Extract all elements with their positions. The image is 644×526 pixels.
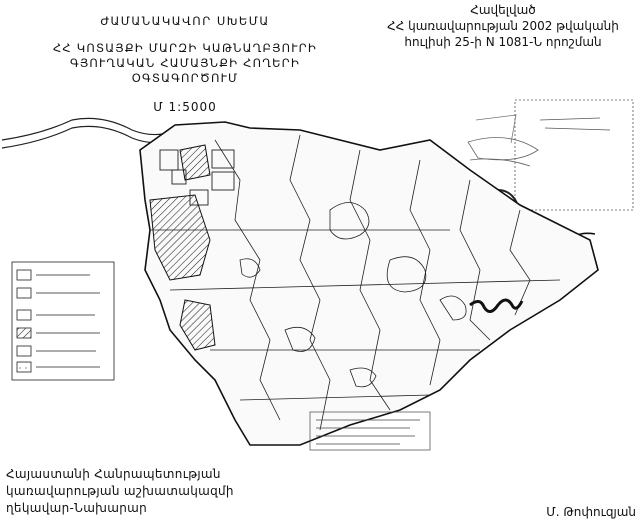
signatory-name: Մ. Թոփուզյան (546, 505, 636, 519)
map-title: ԺԱՄԱՆԱԿԱՎՈՐ ՍԽԵՄԱ (100, 14, 270, 28)
map-subtitle-line-2: ԳՅՈՒՂԱԿԱՆ ՀԱՄԱՅՆՔԻ ՀՈՂԵՐԻ (69, 56, 301, 70)
signatory-line-1: Հայաստանի Հանրապետության (6, 467, 221, 481)
title-block (20, 4, 350, 114)
map-subtitle-line-3: ՕԳՏԱԳՈՐԾՈՒՄ (131, 71, 239, 85)
signatory-title (6, 466, 266, 517)
approval-line-1: Հավելված (470, 3, 536, 17)
hatched-zone-north (180, 145, 210, 180)
road (2, 118, 172, 148)
map-subtitle-line-1: ՀՀ ԿՈՏԱՅՔԻ ՄԱՐԶԻ ԿԱԹՆԱՂԲՅՈՒՐԻ (53, 41, 317, 55)
approval-line-2: ՀՀ կառավարության 2002 թվականի (387, 19, 619, 33)
signatory-line-2: կառավարության աշխատակազմի (6, 484, 234, 498)
map-scale: Մ 1:5000 (153, 100, 217, 114)
approval-line-3: հուլիսի 25-ի N 1081-Ն որոշման (404, 35, 602, 49)
approval-note (368, 2, 638, 50)
signatory-line-3: ղեկավար-Նախարար (6, 501, 148, 515)
map-legend (12, 262, 114, 380)
